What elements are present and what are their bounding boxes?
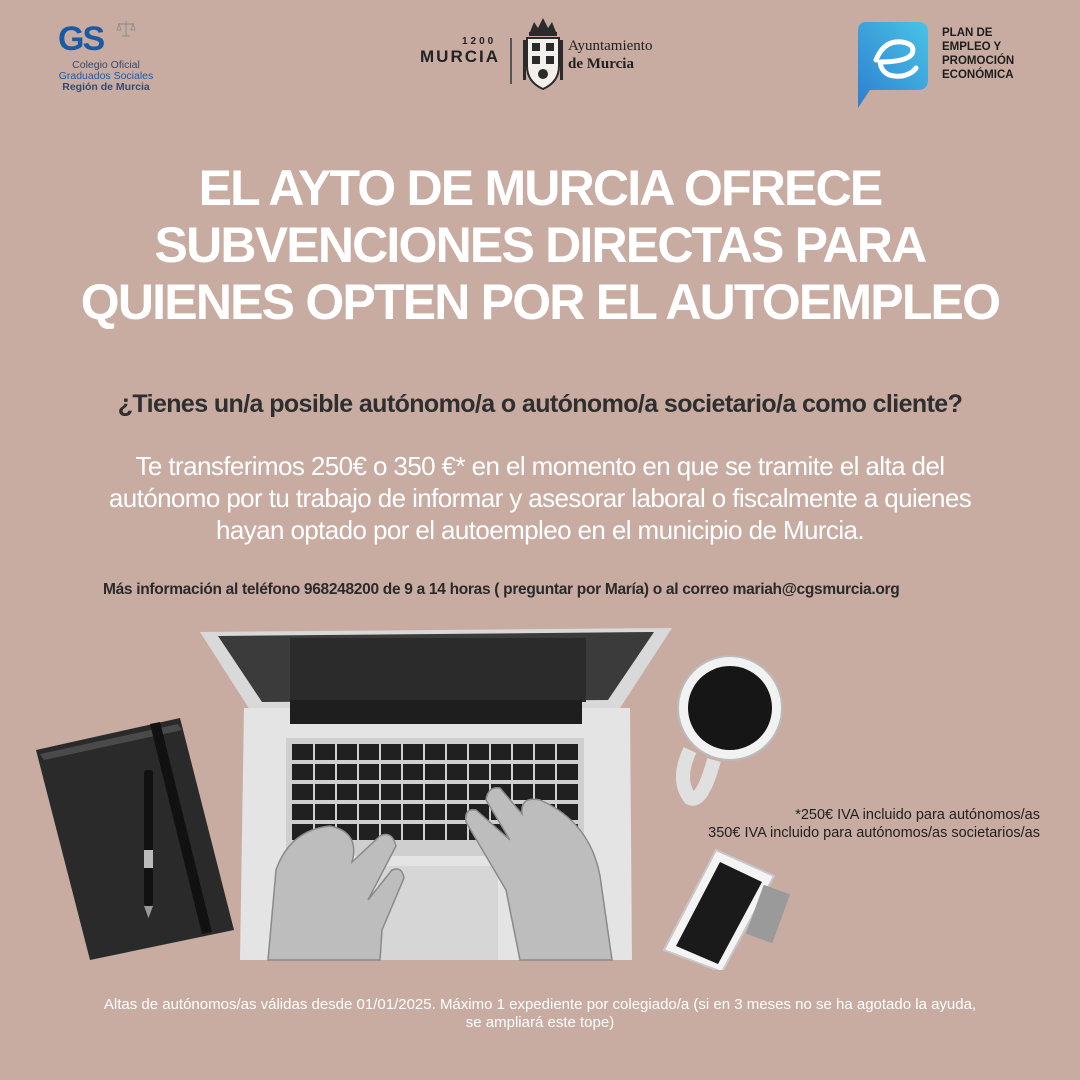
murcia-logo-ayto-line-2: de Murcia bbox=[568, 56, 634, 72]
murcia-logo-ayto-line-1: Ayuntamiento bbox=[568, 38, 653, 54]
question-text: ¿Tienes un/a posible autónomo/a o autónomo/a societario/a como cliente? bbox=[117, 390, 963, 418]
price-notes bbox=[640, 806, 1040, 842]
footer-line-1: Altas de autónomos/as válidas desde 01/01/2025. Máximo 1 expediente por colegiado/a (si en 3 meses no se ha agotado la ayuda, bbox=[103, 996, 977, 1013]
scales-of-justice-icon bbox=[116, 20, 136, 38]
gs-logo-mark: GS bbox=[58, 20, 104, 58]
speech-bubble-e-icon bbox=[854, 20, 930, 110]
body-line-2: autónomo por tu trabajo de informar y asesorar laboral o fiscalmente a quienes bbox=[108, 483, 972, 513]
gs-logo bbox=[36, 16, 176, 98]
headline bbox=[0, 160, 1080, 331]
body-line-3: hayan optado por el autoempleo en el municipio de Murcia. bbox=[215, 515, 864, 545]
headline-line-2: SUBVENCIONES DIRECTAS PARA bbox=[154, 217, 926, 273]
murcia-logo-year: 1200 bbox=[462, 36, 497, 47]
gs-logo-line-3: Región de Murcia bbox=[62, 81, 150, 93]
murcia-logo-word: MURCIA bbox=[420, 47, 500, 66]
plan-text-line-4: ECONÓMICA bbox=[942, 69, 1014, 81]
murcia-logo-separator bbox=[510, 38, 512, 84]
murcia-logo bbox=[418, 14, 678, 94]
contact-info: Más información al teléfono 968248200 de 9 a 14 horas ( preguntar por María) o al correo mariah@cgsmurcia.org bbox=[103, 581, 900, 598]
price-note-2: 350€ IVA incluido para autónomos/as societarios/as bbox=[708, 825, 1040, 841]
plan-empleo-text bbox=[942, 26, 1014, 82]
gs-logo-line-1: Colegio Oficial bbox=[72, 59, 140, 71]
body-line-1: Te transferimos 250€ o 350 €* en el momento en que se tramite el alta del bbox=[135, 451, 945, 481]
coat-of-arms-icon bbox=[522, 16, 564, 92]
footer-note bbox=[20, 996, 1060, 1032]
footer-line-2: se ampliará este tope) bbox=[465, 1014, 615, 1031]
gs-logo-line-2: Graduados Sociales bbox=[58, 70, 154, 82]
coffee-cup-icon bbox=[678, 656, 782, 799]
laptop-icon bbox=[200, 628, 672, 960]
plan-text-line-2: EMPLEO Y bbox=[942, 41, 1002, 53]
plan-text-line-3: PROMOCIÓN bbox=[942, 55, 1015, 67]
smartphone-icon bbox=[664, 850, 790, 970]
body-paragraph bbox=[20, 450, 1060, 546]
price-note-1: *250€ IVA incluido para autónomos/as bbox=[795, 807, 1040, 823]
notebook-icon bbox=[36, 718, 234, 960]
desk-photo bbox=[0, 600, 1080, 970]
headline-line-1: EL AYTO DE MURCIA OFRECE bbox=[198, 160, 882, 216]
plan-empleo-logo bbox=[854, 20, 1054, 112]
plan-text-line-1: PLAN DE bbox=[942, 27, 993, 39]
headline-line-3: QUIENES OPTEN POR EL AUTOEMPLEO bbox=[80, 274, 1000, 330]
